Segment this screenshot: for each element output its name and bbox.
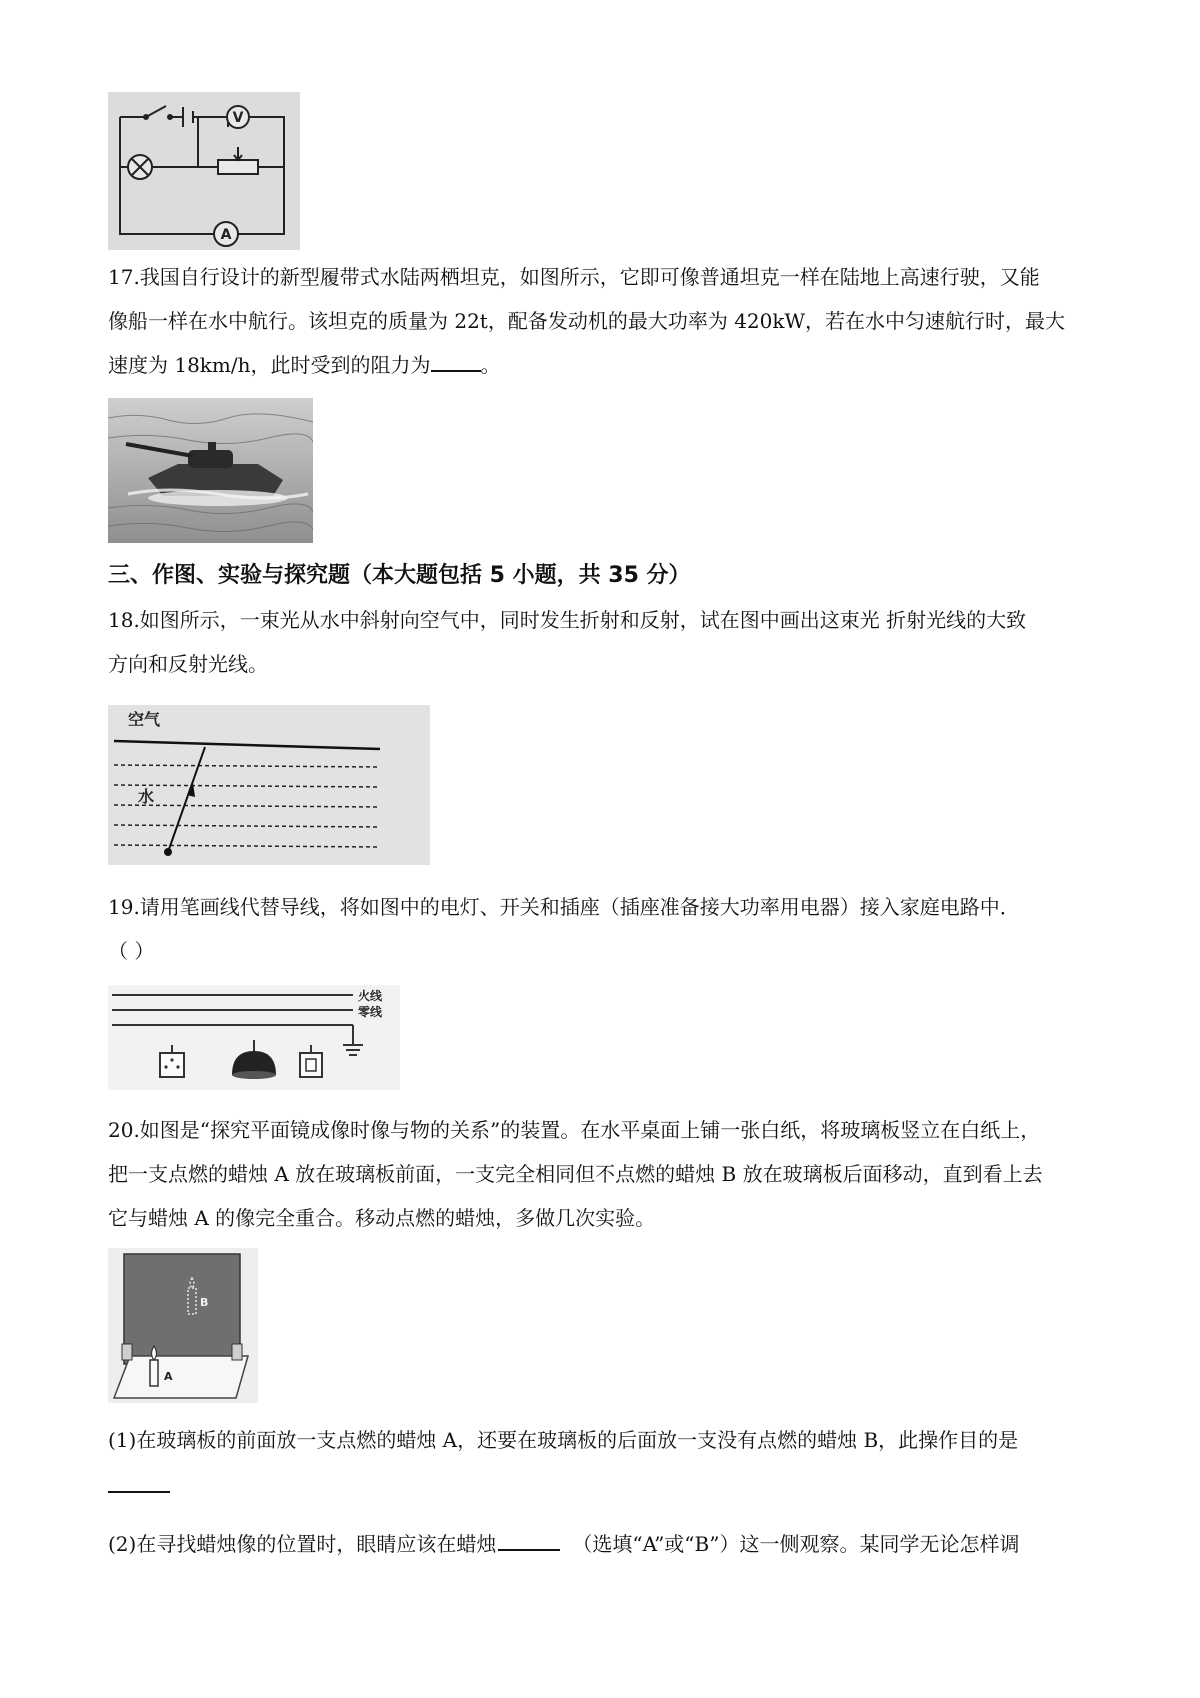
question-19	[108, 885, 1098, 973]
household-circuit-diagram	[108, 985, 400, 1090]
q20-line-2: 把一支点燃的蜡烛 A 放在玻璃板前面，一支完全相同但不点燃的蜡烛 B 放在玻璃板后面移动，直到看上去	[108, 1162, 1043, 1186]
question-20-sub-2	[108, 1522, 1098, 1566]
q17-line-1: 17.我国自行设计的新型履带式水陆两栖坦克，如图所示，它即可像普通坦克一样在陆地上高速行驶，又能	[108, 265, 1040, 289]
refraction-diagram-svg	[108, 705, 430, 865]
candle-a-label: A	[164, 1370, 173, 1383]
q20-line-3: 它与蜡烛 A 的像完全重合。移动点燃的蜡烛，多做几次实验。	[108, 1206, 656, 1230]
q20-sub2-start: (2)在寻找蜡烛像的位置时，眼睛应该在蜡烛	[108, 1532, 497, 1556]
q20-sub2-answer-blank	[498, 1531, 560, 1551]
q18-line-2: 方向和反射光线。	[108, 652, 268, 676]
q20-sub1-text: (1)在玻璃板的前面放一支点燃的蜡烛 A，还要在玻璃板的后面放一支没有点燃的蜡烛 B，此操作目的是	[108, 1428, 1019, 1452]
q19-line-1: 19.请用笔画线代替导线，将如图中的电灯、开关和插座（插座准备接大功率用电器）接入家庭电路中．	[108, 895, 1020, 919]
air-label: 空气	[128, 710, 161, 729]
candle-b-label: B	[200, 1296, 209, 1309]
q17-answer-blank	[431, 352, 481, 372]
q20-sub1-answer-blank	[108, 1473, 170, 1493]
tank-photo-svg	[108, 398, 313, 543]
neutral-wire-label: 零线	[358, 1005, 383, 1019]
q17-line-3-text: 速度为 18km/h，此时受到的阻力为	[108, 353, 431, 377]
refraction-diagram	[108, 705, 430, 865]
q20-line-1: 20.如图是“探究平面镜成像时像与物的关系”的装置。在水平桌面上铺一张白纸，将玻璃板竖立在白纸上，	[108, 1118, 1041, 1142]
q17-line-2: 像船一样在水中航行。该坦克的质量为 22t，配备发动机的最大功率为 420kW，若在水中匀速航行时，最大	[108, 309, 1066, 333]
question-18	[108, 598, 1098, 686]
q20-sub2-end: （选填“A”或“B”）这一侧观察。某同学无论怎样调	[572, 1532, 1020, 1556]
live-wire-label: 火线	[358, 989, 383, 1003]
q17-line-3-end: 。	[480, 353, 501, 377]
household-circuit-diagram-svg	[108, 985, 400, 1090]
question-17	[108, 255, 1098, 387]
q20-sub2-line	[108, 1522, 1098, 1566]
q17-line-3	[108, 343, 1098, 387]
question-20	[108, 1108, 1098, 1240]
voltmeter-label: V	[232, 110, 244, 126]
tank-photo	[108, 398, 313, 543]
plane-mirror-experiment-figure	[108, 1248, 258, 1403]
water-label: 水	[138, 787, 155, 806]
circuit-diagram-svg	[108, 92, 300, 250]
plane-mirror-experiment-svg	[108, 1248, 258, 1403]
q18-line-1: 18.如图所示，一束光从水中斜射向空气中，同时发生折射和反射，试在图中画出这束光 折射光线的大致	[108, 608, 1027, 632]
ammeter-label: A	[220, 227, 232, 243]
question-20-sub-1	[108, 1418, 1098, 1462]
circuit-diagram	[108, 92, 300, 250]
section-3-heading: 三、作图、实验与探究题（本大题包括 5 小题，共 35 分）	[108, 563, 691, 588]
q19-line-2: （ ）	[108, 939, 155, 963]
